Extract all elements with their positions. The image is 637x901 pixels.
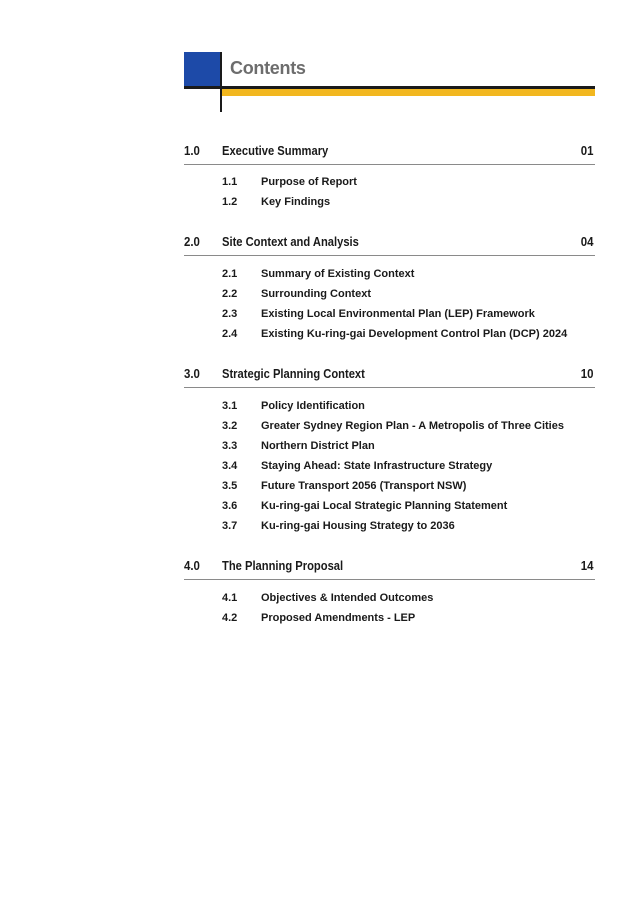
item-number: 3.6 bbox=[222, 500, 238, 512]
section-number: 3.0 bbox=[184, 366, 200, 381]
item-label: Key Findings bbox=[261, 196, 331, 208]
toc-item[interactable] bbox=[184, 500, 595, 520]
item-label: Summary of Existing Context bbox=[261, 268, 415, 280]
item-number: 3.3 bbox=[222, 440, 238, 452]
item-label: Surrounding Context bbox=[261, 288, 371, 300]
toc-section-heading[interactable] bbox=[184, 231, 595, 256]
section-title: The Planning Proposal bbox=[222, 558, 344, 573]
item-number: 4.1 bbox=[222, 592, 238, 604]
toc-item[interactable] bbox=[184, 288, 595, 308]
header-blue-block bbox=[184, 52, 221, 88]
item-number: 3.7 bbox=[222, 520, 238, 532]
toc-section-heading[interactable] bbox=[184, 363, 595, 388]
item-number: 2.3 bbox=[222, 308, 238, 320]
item-label: Existing Local Environmental Plan (LEP) Framework bbox=[261, 308, 535, 320]
toc-item[interactable] bbox=[184, 480, 595, 500]
toc-section bbox=[184, 363, 595, 540]
section-page-number: 14 bbox=[580, 558, 593, 573]
item-label: Proposed Amendments - LEP bbox=[261, 612, 416, 624]
toc-item[interactable] bbox=[184, 420, 595, 440]
section-page-number: 01 bbox=[580, 143, 593, 158]
section-page-number: 04 bbox=[580, 234, 593, 249]
toc-item[interactable] bbox=[184, 328, 595, 348]
section-title: Strategic Planning Context bbox=[222, 366, 365, 381]
section-title: Executive Summary bbox=[222, 143, 329, 158]
item-label: Ku-ring-gai Housing Strategy to 2036 bbox=[261, 520, 455, 532]
item-label: Staying Ahead: State Infrastructure Strategy bbox=[261, 460, 493, 472]
toc-item[interactable] bbox=[184, 308, 595, 328]
section-number: 1.0 bbox=[184, 143, 200, 158]
item-label: Future Transport 2056 (Transport NSW) bbox=[261, 480, 467, 492]
section-number: 4.0 bbox=[184, 558, 200, 573]
section-title: Site Context and Analysis bbox=[222, 234, 359, 249]
item-number: 1.1 bbox=[222, 176, 238, 188]
item-label: Northern District Plan bbox=[261, 440, 375, 452]
item-label: Existing Ku-ring-gai Development Control Plan (DCP) 2024 bbox=[261, 328, 568, 340]
item-number: 2.2 bbox=[222, 288, 238, 300]
item-label: Purpose of Report bbox=[261, 176, 357, 188]
item-number: 1.2 bbox=[222, 196, 238, 208]
toc-item[interactable] bbox=[184, 176, 595, 196]
item-number: 4.2 bbox=[222, 612, 238, 624]
toc-item[interactable] bbox=[184, 460, 595, 480]
toc-section bbox=[184, 555, 595, 632]
item-number: 3.2 bbox=[222, 420, 238, 432]
toc-section bbox=[184, 140, 595, 216]
toc-item[interactable] bbox=[184, 196, 595, 216]
toc-item[interactable] bbox=[184, 400, 595, 420]
page-title: Contents bbox=[230, 58, 306, 78]
item-label: Objectives & Intended Outcomes bbox=[261, 592, 434, 604]
toc-section-heading[interactable] bbox=[184, 555, 595, 580]
header-yellow-bar bbox=[222, 89, 595, 96]
item-number: 2.4 bbox=[222, 328, 238, 340]
item-label: Policy Identification bbox=[261, 400, 365, 412]
item-number: 3.4 bbox=[222, 460, 238, 472]
section-page-number: 10 bbox=[580, 366, 593, 381]
item-label: Greater Sydney Region Plan - A Metropolis of Three Cities bbox=[261, 420, 564, 432]
toc-item[interactable] bbox=[184, 268, 595, 288]
toc-item[interactable] bbox=[184, 440, 595, 460]
toc-item[interactable] bbox=[184, 612, 595, 632]
toc-item[interactable] bbox=[184, 520, 595, 540]
item-label: Ku-ring-gai Local Strategic Planning Statement bbox=[261, 500, 508, 512]
header-vertical-rule bbox=[220, 52, 222, 112]
section-number: 2.0 bbox=[184, 234, 200, 249]
item-number: 3.5 bbox=[222, 480, 238, 492]
toc-item[interactable] bbox=[184, 592, 595, 612]
toc-section bbox=[184, 231, 595, 348]
toc-section-heading[interactable] bbox=[184, 140, 595, 165]
item-number: 2.1 bbox=[222, 268, 238, 280]
item-number: 3.1 bbox=[222, 400, 238, 412]
